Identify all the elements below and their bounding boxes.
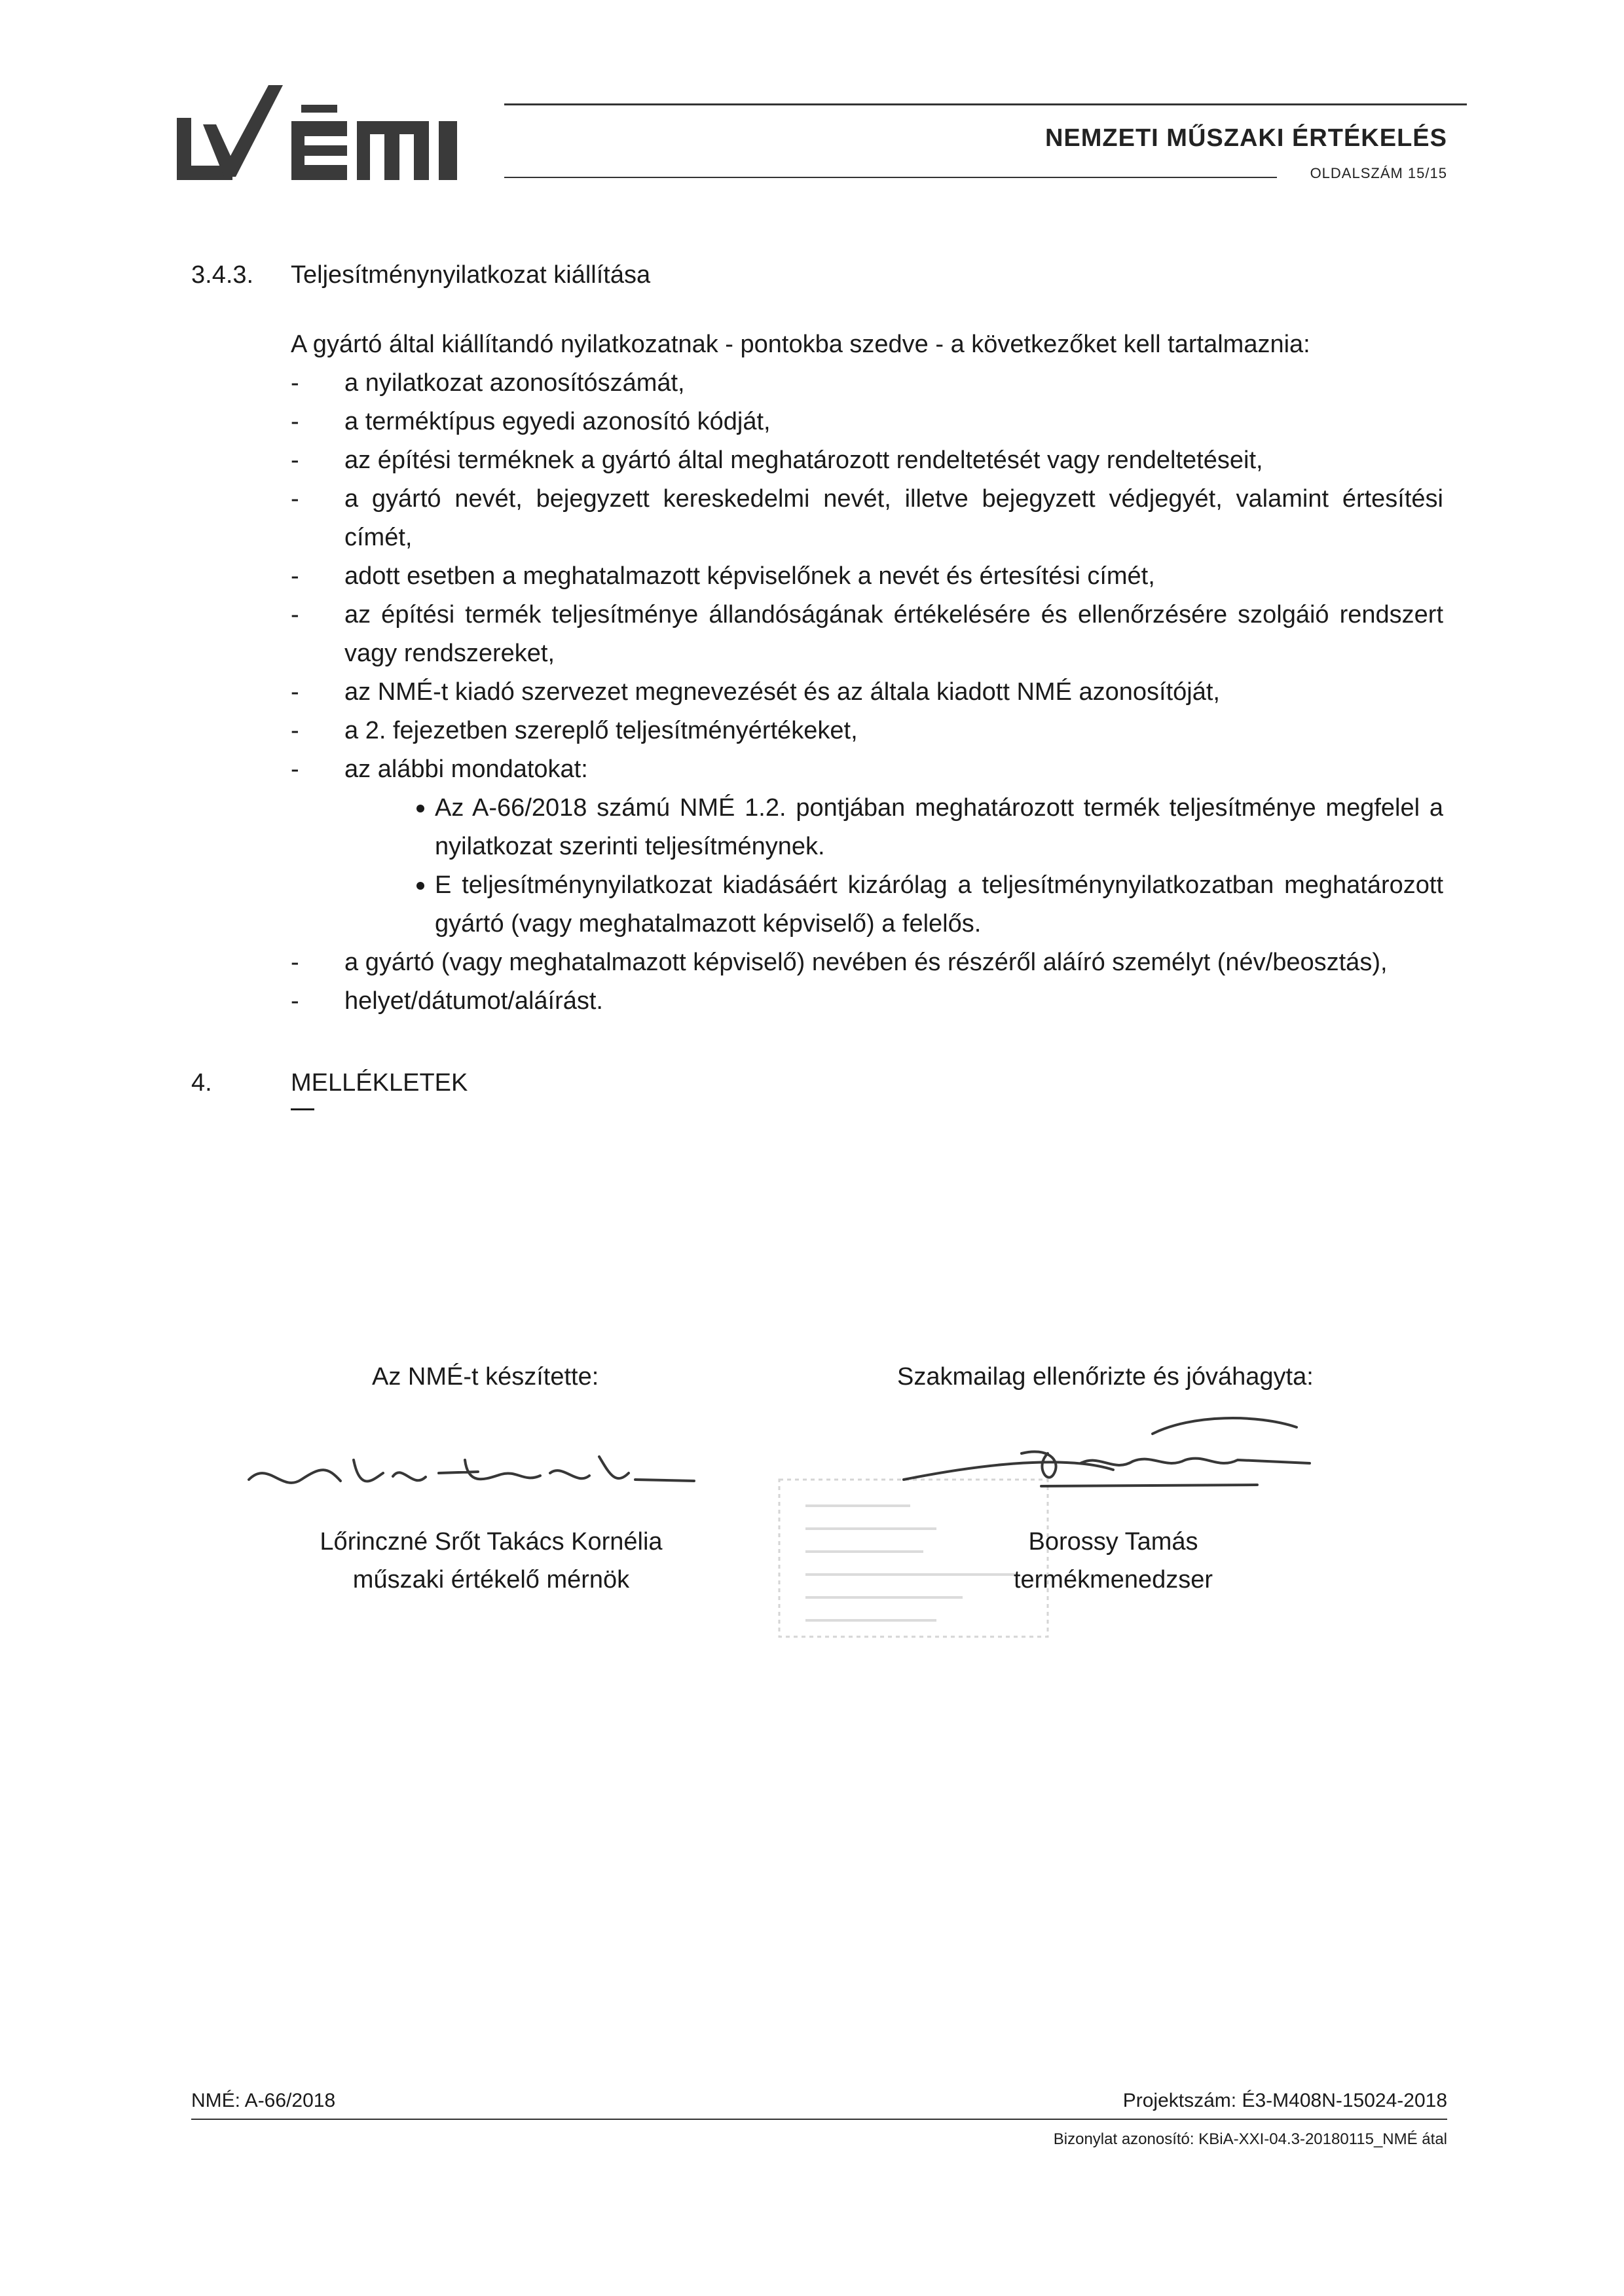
bullet-icon (416, 882, 424, 890)
section-number: 3.4.3. (191, 261, 254, 289)
list-item: - a gyártó nevét, bejegyzett kereskedelmi nevét, illetve bejegyzett védjegyét, valamint értesítési címét, (291, 485, 1443, 551)
right-signatory (982, 1523, 1244, 1599)
header-title: NEMZETI MŰSZAKI ÉRTÉKELÉS (1044, 124, 1447, 152)
left-signatory-name: Lőrinczné Srőt Takács Kornélia (320, 1528, 663, 1556)
approved-by-label: Szakmailag ellenőrizte és jóváhagyta: (897, 1363, 1314, 1391)
list-item: - a terméktípus egyedi azonosító kódját, (291, 408, 771, 435)
annex-number: 4. (191, 1069, 212, 1097)
right-signatory-role: termékmenedzser (1013, 1566, 1213, 1594)
header-rule-top (504, 103, 1467, 105)
list-item: - az NMÉ-t kiadó szervezet megnevezését és az általa kiadott NMÉ azonosítóját, (291, 678, 1220, 706)
bullet-icon (416, 805, 424, 812)
sublist-item: Az A-66/2018 számú NMÉ 1.2. pontjában meghatározott termék teljesítménye megfelel a nyilatkozat szerinti teljesítménynek. (344, 789, 1443, 866)
right-signature-image (891, 1408, 1316, 1499)
left-signatory (288, 1523, 694, 1599)
left-signature-image (242, 1434, 701, 1512)
annex-empty-dash (291, 1108, 314, 1110)
left-signatory-role: műszaki értékelő mérnök (352, 1566, 630, 1594)
footer-project-number: Projektszám: É3-M408N-15024-2018 (1122, 2090, 1447, 2111)
prepared-by-label: Az NMÉ-t készítette: (372, 1363, 599, 1391)
list-item: - a gyártó (vagy meghatalmazott képviselő) nevében és részéről aláíró személyt (név/beosztás), (291, 949, 1388, 976)
footer-document-id: NMÉ: A-66/2018 (191, 2090, 336, 2111)
footer-voucher-id: Bizonylat azonosító: KBiA-XXI-04.3-20180115_NMÉ átal (1053, 2130, 1447, 2148)
list-item: - az alábbi mondatokat: Az A-66/2018 számú NMÉ 1.2. pontjában meghatározott termék teljesítménye megfelel a nyilatkozat szerinti teljesítménynek. E teljesítménynyilatkozat kiadásáért kizárólag a teljesítménynyilatkozatban meghatározott gyártó (vagy meghatalmazott képviselő) a felelős. (291, 750, 1443, 943)
requirements-list (291, 364, 1443, 1021)
statements-sublist (344, 789, 1443, 943)
list-item: - helyet/dátumot/aláírást. (291, 987, 603, 1015)
sublist-item: E teljesítménynyilatkozat kiadásáért kizárólag a teljesítménynyilatkozatban meghatározott gyártó (vagy meghatalmazott képviselő) a felelős. (344, 866, 1443, 943)
right-signatory-name: Borossy Tamás (1028, 1528, 1198, 1556)
annex-title: MELLÉKLETEK (291, 1069, 468, 1097)
footer-rule (191, 2119, 1447, 2120)
list-item: - az építési termék teljesítménye állandóságának értékelésére és ellenőrzésére szolgáió rendszert vagy rendszereket, (291, 601, 1443, 667)
list-item: - az építési terméknek a gyártó által meghatározott rendeltetését vagy rendeltetéseit, (291, 446, 1263, 474)
section-intro: A gyártó által kiállítandó nyilatkozatnak - pontokba szedve - a következőket kell tartalmaznia: (291, 331, 1310, 358)
page-number: OLDALSZÁM 15/15 (1310, 165, 1447, 181)
header-rule-bottom (504, 177, 1277, 178)
list-item: - a 2. fejezetben szereplő teljesítményértékeket, (291, 717, 858, 744)
section-title: Teljesítménynyilatkozat kiállítása (291, 261, 651, 289)
emi-logo (177, 79, 491, 190)
list-item: - a nyilatkozat azonosítószámát, (291, 369, 685, 397)
list-item: - adott esetben a meghatalmazott képviselőnek a nevét és értesítési címét, (291, 562, 1155, 590)
